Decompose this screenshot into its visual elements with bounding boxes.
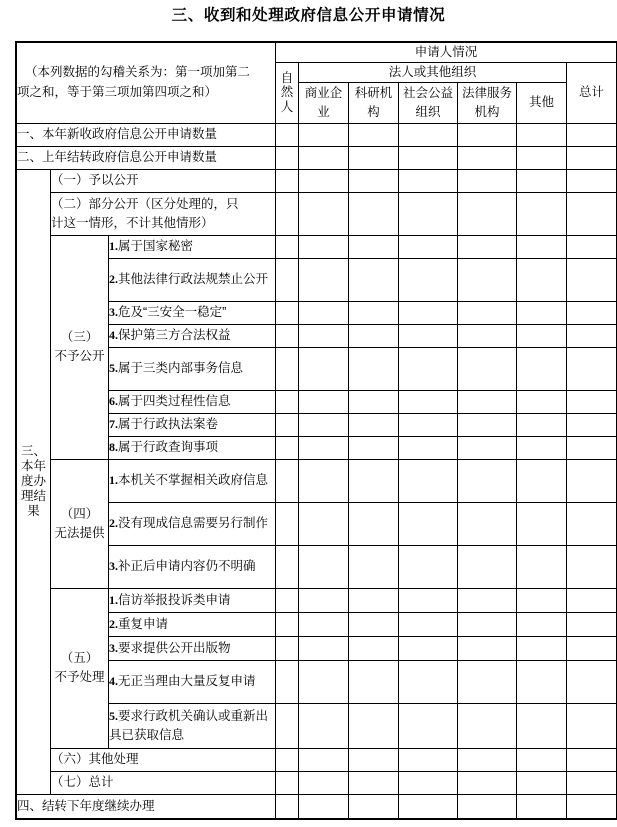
subsection-label-cannot-provide-line2: 无法提供 [54,525,105,540]
cell-other[interactable] [517,301,567,324]
cell-other[interactable] [517,436,567,459]
item-text: 要求行政机关确认或重新出具已获取信息 [109,708,269,742]
cell-other[interactable] [517,146,567,169]
cell-natural-person[interactable] [276,347,299,390]
cell-other[interactable] [517,324,567,347]
row-label-other-handling: （六）其他处理 [51,748,276,771]
item-number: 4. [109,674,118,688]
cell-legal-service-org[interactable] [458,390,517,413]
cell-social-welfare-org[interactable] [399,459,458,502]
cell-research-institution[interactable] [349,660,399,703]
cell-research-institution[interactable] [349,436,399,459]
cell-legal-service-org[interactable] [458,636,517,660]
cell-legal-service-org[interactable] [458,235,517,258]
cell-research-institution[interactable] [349,794,399,818]
item-text: 信访举报投诉类申请 [118,592,231,607]
item-label [109,636,276,660]
cell-social-welfare-org[interactable] [399,771,458,794]
item-number: 2. [109,272,118,286]
header-col-total: 总计 [567,62,617,123]
cell-legal-service-org[interactable] [458,413,517,436]
cell-legal-service-org[interactable] [458,545,517,588]
table-row [17,146,617,169]
cell-natural-person[interactable] [276,794,299,818]
section-label-annual-results: 三、本年度办理结果 [17,169,51,794]
cell-commercial-enterprise[interactable] [299,545,349,588]
cell-other[interactable] [517,192,567,235]
cell-total[interactable] [567,612,617,636]
item-label [109,324,276,347]
cell-other[interactable] [517,123,567,146]
item-number: 3. [109,559,118,573]
cell-legal-service-org[interactable] [458,459,517,502]
table-row [17,235,617,258]
item-number: 2. [109,516,118,530]
cell-social-welfare-org[interactable] [399,235,458,258]
subsection-label-not-disclosed-line2: 不予公开 [54,349,105,363]
cell-commercial-enterprise[interactable] [299,123,349,146]
cell-legal-service-org[interactable] [458,347,517,390]
table-header-row-1 [17,43,617,63]
cell-total[interactable] [567,390,617,413]
table-row [17,123,617,146]
cell-other[interactable] [517,636,567,660]
cell-legal-service-org[interactable] [458,612,517,636]
cell-other[interactable] [517,347,567,390]
cell-other[interactable] [517,703,567,748]
item-number: 5. [109,361,118,375]
cell-total[interactable] [567,748,617,771]
cell-social-welfare-org[interactable] [399,660,458,703]
cell-legal-service-org[interactable] [458,588,517,612]
cell-natural-person[interactable] [276,192,299,235]
item-label [109,258,276,301]
item-text: 补正后申请内容仍不明确 [118,559,256,573]
cell-commercial-enterprise[interactable] [299,436,349,459]
cell-total[interactable] [567,545,617,588]
cell-natural-person[interactable] [276,771,299,794]
cell-other[interactable] [517,413,567,436]
cell-natural-person[interactable] [276,588,299,612]
item-number: 5. [109,708,118,723]
cell-research-institution[interactable] [349,390,399,413]
header-col-natural-person: 自然人 [276,62,299,123]
cell-research-institution[interactable] [349,123,399,146]
cell-research-institution[interactable] [349,324,399,347]
item-label [109,459,276,502]
item-label [109,612,276,636]
cell-research-institution[interactable] [349,192,399,235]
header-col-research-institution: 科研机构 [349,82,399,123]
cell-commercial-enterprise[interactable] [299,612,349,636]
header-col-legal-service-org: 法律服务机构 [458,82,517,123]
cell-natural-person[interactable] [276,146,299,169]
table-row [17,588,617,612]
cell-research-institution[interactable] [349,703,399,748]
cell-other[interactable] [517,794,567,818]
item-number: 1. [109,592,118,607]
cell-commercial-enterprise[interactable] [299,588,349,612]
cell-total[interactable] [567,636,617,660]
item-text: 保护第三方合法权益 [118,328,231,342]
cell-other[interactable] [517,258,567,301]
cell-social-welfare-org[interactable] [399,347,458,390]
item-label [109,588,276,612]
cell-total[interactable] [567,301,617,324]
row-label-partially-disclosed [51,192,276,235]
cell-legal-service-org[interactable] [458,703,517,748]
item-label [109,235,276,258]
cell-commercial-enterprise[interactable] [299,636,349,660]
disclosure-statistics-table-wrapper [16,42,605,819]
subsection-label-not-processed-line2: 不予处理 [54,670,105,684]
header-note-line2: 项之和，等于第三项加第四项之和） [17,84,218,99]
cell-research-institution[interactable] [349,545,399,588]
cell-legal-service-org[interactable] [458,192,517,235]
cell-natural-person[interactable] [276,324,299,347]
cell-research-institution[interactable] [349,235,399,258]
cell-natural-person[interactable] [276,703,299,748]
cell-social-welfare-org[interactable] [399,794,458,818]
cell-total[interactable] [567,771,617,794]
cell-natural-person[interactable] [276,235,299,258]
cell-natural-person[interactable] [276,301,299,324]
table-row [17,748,617,771]
subsection-label-cannot-provide [51,459,109,588]
cell-commercial-enterprise[interactable] [299,258,349,301]
subsection-label-not-processed-line1: （五） [60,651,99,666]
cell-research-institution[interactable] [349,459,399,502]
cell-social-welfare-org[interactable] [399,258,458,301]
cell-research-institution[interactable] [349,146,399,169]
cell-social-welfare-org[interactable] [399,192,458,235]
cell-commercial-enterprise[interactable] [299,748,349,771]
cell-other[interactable] [517,771,567,794]
cell-other[interactable] [517,545,567,588]
cell-social-welfare-org[interactable] [399,748,458,771]
cell-total[interactable] [567,502,617,545]
item-number: 2. [109,616,118,631]
cell-natural-person[interactable] [276,258,299,301]
cell-research-institution[interactable] [349,301,399,324]
cell-legal-service-org[interactable] [458,123,517,146]
cell-research-institution[interactable] [349,748,399,771]
cell-research-institution[interactable] [349,588,399,612]
cell-total[interactable] [567,192,617,235]
cell-social-welfare-org[interactable] [399,301,458,324]
cell-natural-person[interactable] [276,459,299,502]
item-text: 本机关不掌握相关政府信息 [118,473,269,487]
cell-natural-person[interactable] [276,660,299,703]
cell-social-welfare-org[interactable] [399,169,458,192]
cell-total[interactable] [567,235,617,258]
cell-total[interactable] [567,258,617,301]
item-label [109,545,276,588]
cell-social-welfare-org[interactable] [399,502,458,545]
header-col-commercial-enterprise: 商业企业 [299,82,349,123]
cell-natural-person[interactable] [276,169,299,192]
cell-commercial-enterprise[interactable] [299,324,349,347]
header-note-cell [17,43,276,124]
cell-legal-service-org[interactable] [458,502,517,545]
cell-legal-service-org[interactable] [458,436,517,459]
cell-commercial-enterprise[interactable] [299,771,349,794]
header-note-line1: （本列数据的勾稽关系为：第一项加第二 [25,65,251,80]
cell-research-institution[interactable] [349,636,399,660]
item-label [109,390,276,413]
cell-commercial-enterprise[interactable] [299,660,349,703]
cell-social-welfare-org[interactable] [399,436,458,459]
subsection-label-cannot-provide-line1: （四） [60,506,99,521]
item-number: 1. [109,239,118,253]
item-text: 属于行政执法案卷 [118,417,219,431]
cell-commercial-enterprise[interactable] [299,502,349,545]
row-label-disclosed: （一）予以公开 [51,169,276,192]
cell-commercial-enterprise[interactable] [299,794,349,818]
cell-other[interactable] [517,169,567,192]
cell-research-institution[interactable] [349,502,399,545]
cell-total[interactable] [567,703,617,748]
cell-natural-person[interactable] [276,390,299,413]
item-label [109,502,276,545]
cell-social-welfare-org[interactable] [399,413,458,436]
cell-legal-service-org[interactable] [458,301,517,324]
cell-total[interactable] [567,123,617,146]
item-text: 其他法律行政法规禁止公开 [118,272,269,286]
cell-social-welfare-org[interactable] [399,324,458,347]
cell-social-welfare-org[interactable] [399,390,458,413]
cell-social-welfare-org[interactable] [399,636,458,660]
cell-total[interactable] [567,413,617,436]
row-label-carried-over: 二、上年结转政府信息公开申请数量 [17,146,276,169]
cell-natural-person[interactable] [276,636,299,660]
cell-research-institution[interactable] [349,612,399,636]
cell-commercial-enterprise[interactable] [299,459,349,502]
cell-natural-person[interactable] [276,123,299,146]
item-number: 7. [109,417,118,431]
item-number: 3. [109,305,118,319]
item-label [109,347,276,390]
cell-natural-person[interactable] [276,413,299,436]
cell-total[interactable] [567,794,617,818]
cell-research-institution[interactable] [349,347,399,390]
table-row [17,192,617,235]
item-text: 重复申请 [118,616,169,631]
cell-other[interactable] [517,459,567,502]
item-text: 无正当理由大量反复申请 [118,674,256,688]
header-col-social-welfare-org: 社会公益组织 [399,82,458,123]
cell-commercial-enterprise[interactable] [299,413,349,436]
cell-other[interactable] [517,588,567,612]
item-label [109,660,276,703]
cell-other[interactable] [517,502,567,545]
header-col-other: 其他 [517,82,567,123]
cell-total[interactable] [567,660,617,703]
item-label [109,703,276,748]
cell-social-welfare-org[interactable] [399,146,458,169]
item-text: 没有现成信息需要另行制作 [118,516,269,530]
cell-other[interactable] [517,390,567,413]
item-text: 要求提供公开出版物 [118,640,231,655]
cell-research-institution[interactable] [349,258,399,301]
row-label-partially-disclosed-line1: （二）部分公开（区分处理的，只 [51,196,239,211]
item-number: 1. [109,473,118,487]
row-label-carry-forward-next-year: 四、结转下年度继续办理 [17,794,276,818]
item-number: 3. [109,640,118,655]
cell-legal-service-org[interactable] [458,258,517,301]
cell-commercial-enterprise[interactable] [299,169,349,192]
cell-other[interactable] [517,748,567,771]
cell-commercial-enterprise[interactable] [299,192,349,235]
cell-total[interactable] [567,436,617,459]
cell-commercial-enterprise[interactable] [299,347,349,390]
subsection-label-not-disclosed [51,235,109,459]
item-text: 属于国家秘密 [118,239,194,253]
item-text: 属于行政查询事项 [118,440,219,454]
cell-other[interactable] [517,660,567,703]
cell-natural-person[interactable] [276,502,299,545]
table-row [17,459,617,502]
item-text: 属于三类内部事务信息 [118,361,244,375]
cell-total[interactable] [567,324,617,347]
item-text: 危及“三安全一稳定” [118,305,227,319]
table-row [17,794,617,818]
cell-commercial-enterprise[interactable] [299,703,349,748]
item-text: 属于四类过程性信息 [118,394,231,408]
page-title: 三、收到和处理政府信息公开申请情况 [171,7,446,24]
cell-legal-service-org[interactable] [458,146,517,169]
cell-natural-person[interactable] [276,612,299,636]
cell-total[interactable] [567,146,617,169]
cell-total[interactable] [567,459,617,502]
cell-research-institution[interactable] [349,169,399,192]
row-label-subtotal: （七）总计 [51,771,276,794]
cell-other[interactable] [517,612,567,636]
cell-social-welfare-org[interactable] [399,612,458,636]
row-label-partially-disclosed-line2: 计这一情形，不计其他情形） [51,215,214,230]
cell-social-welfare-org[interactable] [399,703,458,748]
cell-social-welfare-org[interactable] [399,545,458,588]
cell-legal-service-org[interactable] [458,794,517,818]
table-row [17,771,617,794]
table-row [17,169,617,192]
cell-natural-person[interactable] [276,748,299,771]
item-number: 8. [109,440,118,454]
item-number: 4. [109,328,118,342]
cell-legal-service-org[interactable] [458,169,517,192]
cell-total[interactable] [567,588,617,612]
row-label-new-received: 一、本年新收政府信息公开申请数量 [17,123,276,146]
header-legal-entity-group: 法人或其他组织 [299,62,567,82]
item-number: 6. [109,394,118,408]
cell-commercial-enterprise[interactable] [299,301,349,324]
cell-legal-service-org[interactable] [458,660,517,703]
item-label [109,413,276,436]
cell-social-welfare-org[interactable] [399,588,458,612]
cell-commercial-enterprise[interactable] [299,390,349,413]
cell-natural-person[interactable] [276,545,299,588]
header-applicant-group: 申请人情况 [276,43,617,63]
cell-total[interactable] [567,347,617,390]
item-label [109,301,276,324]
disclosure-statistics-table [16,42,617,819]
cell-research-institution[interactable] [349,413,399,436]
cell-commercial-enterprise[interactable] [299,146,349,169]
cell-other[interactable] [517,235,567,258]
subsection-label-not-processed [51,588,109,748]
cell-legal-service-org[interactable] [458,771,517,794]
cell-commercial-enterprise[interactable] [299,235,349,258]
cell-research-institution[interactable] [349,771,399,794]
cell-natural-person[interactable] [276,436,299,459]
cell-legal-service-org[interactable] [458,748,517,771]
cell-total[interactable] [567,169,617,192]
cell-legal-service-org[interactable] [458,324,517,347]
cell-social-welfare-org[interactable] [399,123,458,146]
item-label [109,436,276,459]
subsection-label-not-disclosed-line1: （三） [60,330,99,345]
